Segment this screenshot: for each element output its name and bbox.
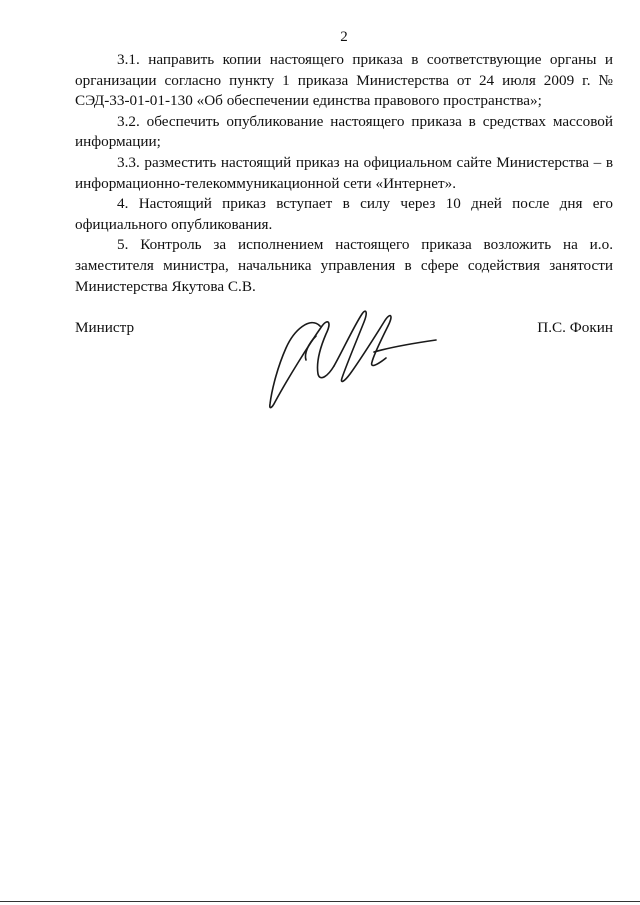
document-body [75,50,613,297]
paragraph-3-1: 3.1. направить копии настоящего приказа в соответствующие органы и организации согласно пункту 1 приказа Министерства от 24 июля 2009 г. № СЭД-33-01-01-130 «Об обеспечении единства правового пространства»; [75,51,613,110]
paragraph-4: 4. Настоящий приказ вступает в силу через 10 дней после дня его официального опубликования. [75,195,613,233]
paragraph-5: 5. Контроль за исполнением настоящего приказа возложить на и.о. заместителя министра, начальника управления в сфере содействия занятости Министерства Якутова С.В. [75,236,613,295]
page-number: 2 [340,29,348,45]
handwritten-signature [258,296,438,412]
signatory-name: П.С. Фокин [537,319,613,336]
paragraph-3-3: 3.3. разместить настоящий приказ на официальном сайте Министерства – в информационно-телекоммуникационной сети «Интернет». [75,153,613,192]
page-bottom-edge [0,901,640,902]
signatory-title: Министр [75,319,135,336]
paragraph-3-2: 3.2. обеспечить опубликование настоящего приказа в средствах массовой информации; [75,112,613,151]
